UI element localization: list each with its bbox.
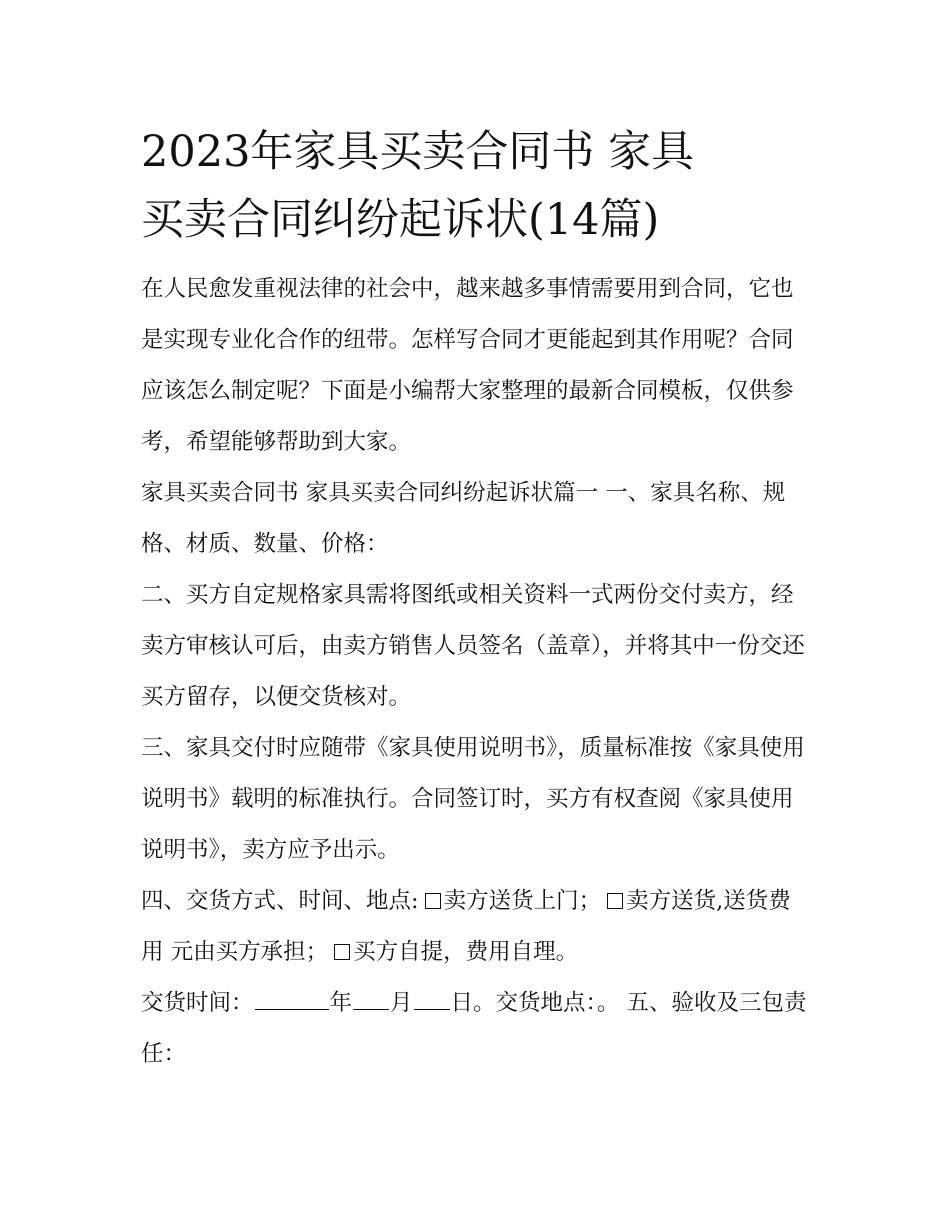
month-label: 月 xyxy=(390,990,413,1016)
intro-paragraph: 在人民愈发重视法律的社会中，越来越多事情需要用到合同，它也是实现专业化合作的纽带。怎样写合同才更能起到其作用呢？合同应该怎么制定呢？下面是小编帮大家整理的最新合同模板，仅供参考，希望能够帮助到大家。 xyxy=(141,276,794,455)
title-line-1: 2023年家具买卖合同书 家具 xyxy=(141,127,695,177)
delivery-time-label: 交货时间： xyxy=(141,990,254,1016)
checkbox-seller-delivery[interactable] xyxy=(425,893,441,909)
document-title xyxy=(141,118,813,254)
document-page xyxy=(141,118,813,1080)
clause-3: 三、家具交付时应随带《家具使用说明书》，质量标准按《家具使用说明书》载明的标准执行。合同签订时，买方有权查阅《家具使用说明书》，卖方应予出示。 xyxy=(141,735,805,863)
year-blank[interactable] xyxy=(255,989,329,1010)
clause-4-prefix: 四、交货方式、时间、地点: xyxy=(141,888,419,914)
delivery-tail: 。 五、验收及三包责任： xyxy=(141,990,807,1067)
option-seller-delivery: 卖方送货上门； xyxy=(443,888,602,914)
checkbox-seller-delivery-fee[interactable] xyxy=(607,893,623,909)
month-blank[interactable] xyxy=(353,989,389,1010)
title-line-2: 买卖合同纠纷起诉状(14篇) xyxy=(141,195,660,245)
checkbox-buyer-pickup[interactable] xyxy=(334,944,350,960)
day-blank[interactable] xyxy=(414,989,450,1010)
option-seller-delivery-fee: 卖方送货,送货费用 元由买方承担； xyxy=(141,888,791,965)
clause-4 xyxy=(141,876,813,978)
delivery-time-line xyxy=(141,978,813,1080)
day-and-place-label: 日。交货地点： xyxy=(450,990,597,1016)
option-buyer-pickup: 买方自提，费用自理。 xyxy=(353,939,579,965)
year-label: 年 xyxy=(329,990,353,1016)
clause-2: 二、买方自定规格家具需将图纸或相关资料一式两份交付卖方，经卖方审核认可后，由卖方销售人员签名（盖章），并将其中一份交还买方留存，以便交货核对。 xyxy=(141,582,805,710)
section-heading: 家具买卖合同书 家具买卖合同纠纷起诉状篇一 一、家具名称、规格、材质、数量、价格： xyxy=(141,480,786,557)
